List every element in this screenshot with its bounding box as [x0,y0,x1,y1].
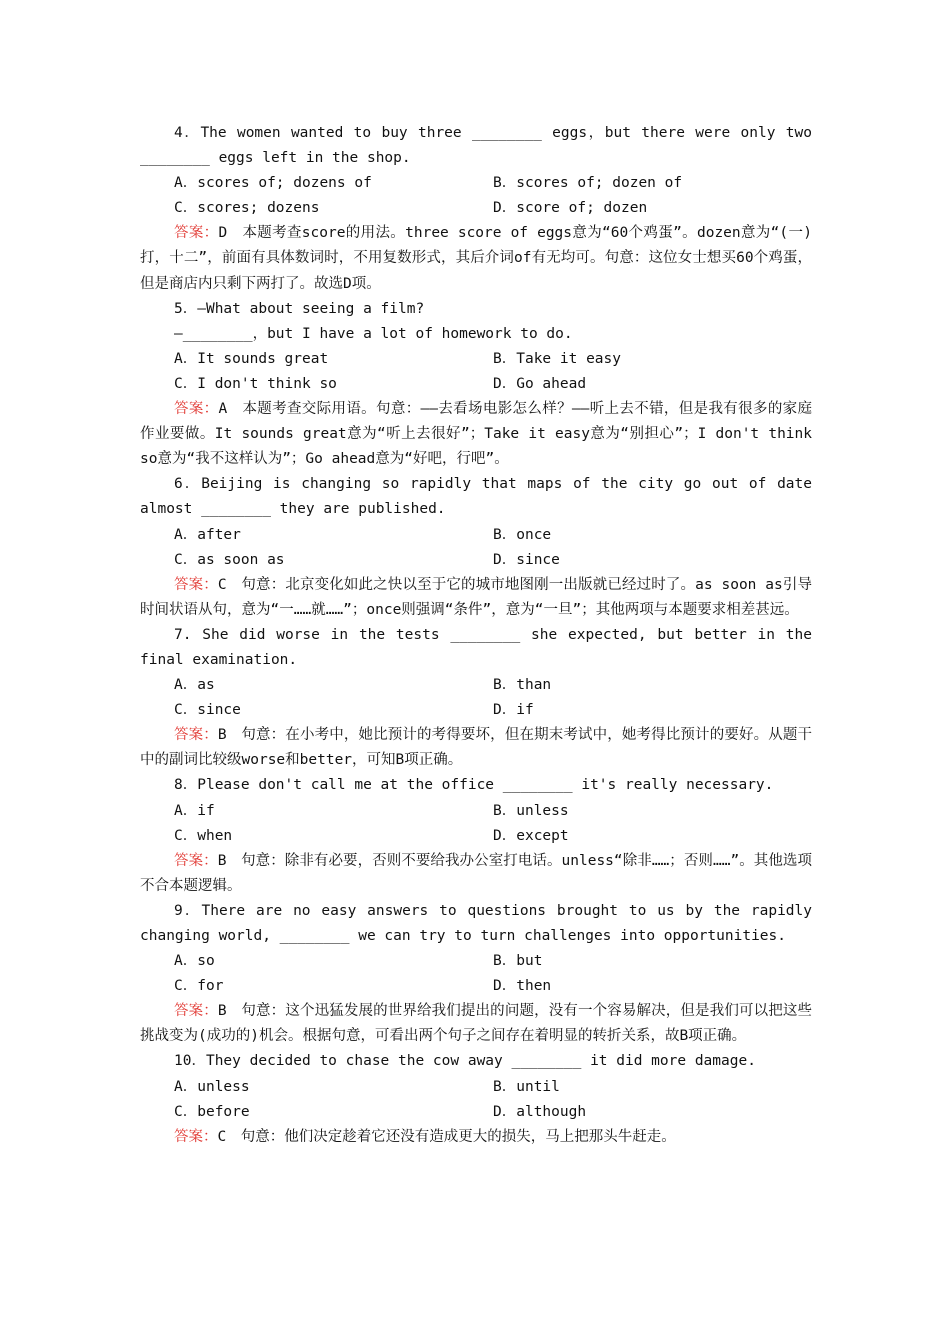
options-row [140,974,812,999]
options-row [140,171,812,196]
option-c: C．I don't think so [174,375,337,392]
option-b: B．but [493,953,543,970]
option-a: A．so [174,953,215,970]
option-c: C．before [174,1103,250,1120]
option-a: A．scores of; dozens of [174,175,372,192]
answer-text: B 句意：除非有必要，否则不要给我办公室打电话。unless“除非……；否则……”。其他选项不合本题逻辑。 [140,852,813,894]
answer [140,1125,812,1150]
option-a: A．It sounds great [174,350,329,367]
option-d: D．if [493,702,534,719]
question-9 [140,899,812,1050]
options-row [140,799,812,824]
option-d: D．Go ahead [493,375,587,392]
question-7 [140,623,812,774]
answer [140,397,812,472]
option-a: A．as [174,677,215,694]
options-row [140,1100,812,1125]
question-10 [140,1049,812,1149]
option-c: C．as soon as [174,551,285,568]
options-row [140,824,812,849]
options-row [140,673,812,698]
option-c: C．when [174,827,233,844]
answer-text: B 句意：这个迅猛发展的世界给我们提出的问题，没有一个容易解决，但是我们可以把这些挑战变为(成功的)机会。根据句意，可看出两个句子之间存在着明显的转折关系，故B项正确。 [140,1003,812,1045]
answer-label: 答案： [174,1128,218,1145]
option-d: D．then [493,978,552,995]
question-stem: 5．—What about seeing a film? [174,300,425,317]
answer-text: C 句意：他们决定趁着它还没有造成更大的损失，马上把那头牛赶走。 [217,1128,676,1145]
option-b: B．Take it easy [493,350,621,367]
option-b: B．unless [493,802,569,819]
options-row [140,1075,812,1100]
option-c: C．scores; dozens [174,200,320,217]
question-stem-reply: —________，but I have a lot of homework to do. [174,325,573,342]
options-row [140,347,812,372]
question-4 [140,121,812,297]
answer-text: D 本题考查score的用法。three score of eggs意为“60个鸡蛋”。dozen意为“(一)打，十二”，前面有具体数词时，不用复数形式，其后介词of有无均可。句意：这位女士想买60个鸡蛋，但是商店内只剩下两打了。故选D项。 [140,225,813,292]
option-b: B．once [493,526,552,543]
option-a: A．after [174,526,241,543]
question-stem: 10．They decided to chase the cow away ________ it did more damage. [174,1053,756,1070]
answer [140,849,812,899]
option-d: D．although [493,1103,587,1120]
question-stem: 7. She did worse in the tests ________ she expected, but better in the final examination. [140,626,812,668]
question-8 [140,773,812,898]
question-5 [140,297,812,473]
answer-label: 答案： [174,1003,218,1020]
options-row [140,548,812,573]
option-b: B．scores of; dozen of [493,175,683,192]
option-a: A．if [174,802,215,819]
option-d: D．except [493,827,569,844]
answer [140,999,812,1049]
option-d: D．score of; dozen [493,200,648,217]
question-stem: 4．The women wanted to buy three ________ eggs，but there were only two ________ eggs left in the shop. [140,125,812,167]
answer-label: 答案： [174,576,218,593]
answer-text: B 句意：在小考中，她比预计的考得要坏，但在期末考试中，她考得比预计的要好。从题干中的副词比较级worse和better，可知B项正确。 [140,727,812,769]
option-c: C．since [174,702,241,719]
answer-label: 答案： [174,727,218,744]
options-row [140,372,812,397]
question-stem: 6．Beijing is changing so rapidly that maps of the city go out of date almost ________ they are published. [140,476,812,518]
options-row [140,196,812,221]
answer-label: 答案： [174,852,218,869]
answer-label: 答案： [174,225,219,242]
question-stem: 9．There are no easy answers to questions brought to us by the rapidly changing world, ________ we can try to turn challenges into opportunities. [140,902,812,944]
options-row [140,698,812,723]
answer [140,221,812,296]
option-b: B．until [493,1078,560,1095]
question-stem: 8．Please don't call me at the office ________ it's really necessary. [174,777,774,794]
answer-label: 答案： [174,401,219,418]
option-d: D．since [493,551,560,568]
answer [140,573,812,623]
option-a: A．unless [174,1078,250,1095]
options-row [140,949,812,974]
question-6 [140,472,812,623]
answer [140,723,812,773]
options-row [140,523,812,548]
option-c: C．for [174,978,224,995]
answer-text: A 本题考查交际用语。句意：——去看场电影怎么样？——听上去不错，但是我有很多的家庭作业要做。It sounds great意为“听上去很好”；Take it easy意为“别担心”；I don't think so意为“我不这样认为”；Go ahead意为“好吧，行吧”。 [140,401,812,468]
document-page [140,121,812,1150]
option-b: B．than [493,677,552,694]
answer-text: C 句意：北京变化如此之快以至于它的城市地图刚一出版就已经过时了。as soon as引导时间状语从句，意为“一……就……”；once则强调“条件”，意为“一旦”；其他两项与本题要求相差甚远。 [140,576,813,618]
